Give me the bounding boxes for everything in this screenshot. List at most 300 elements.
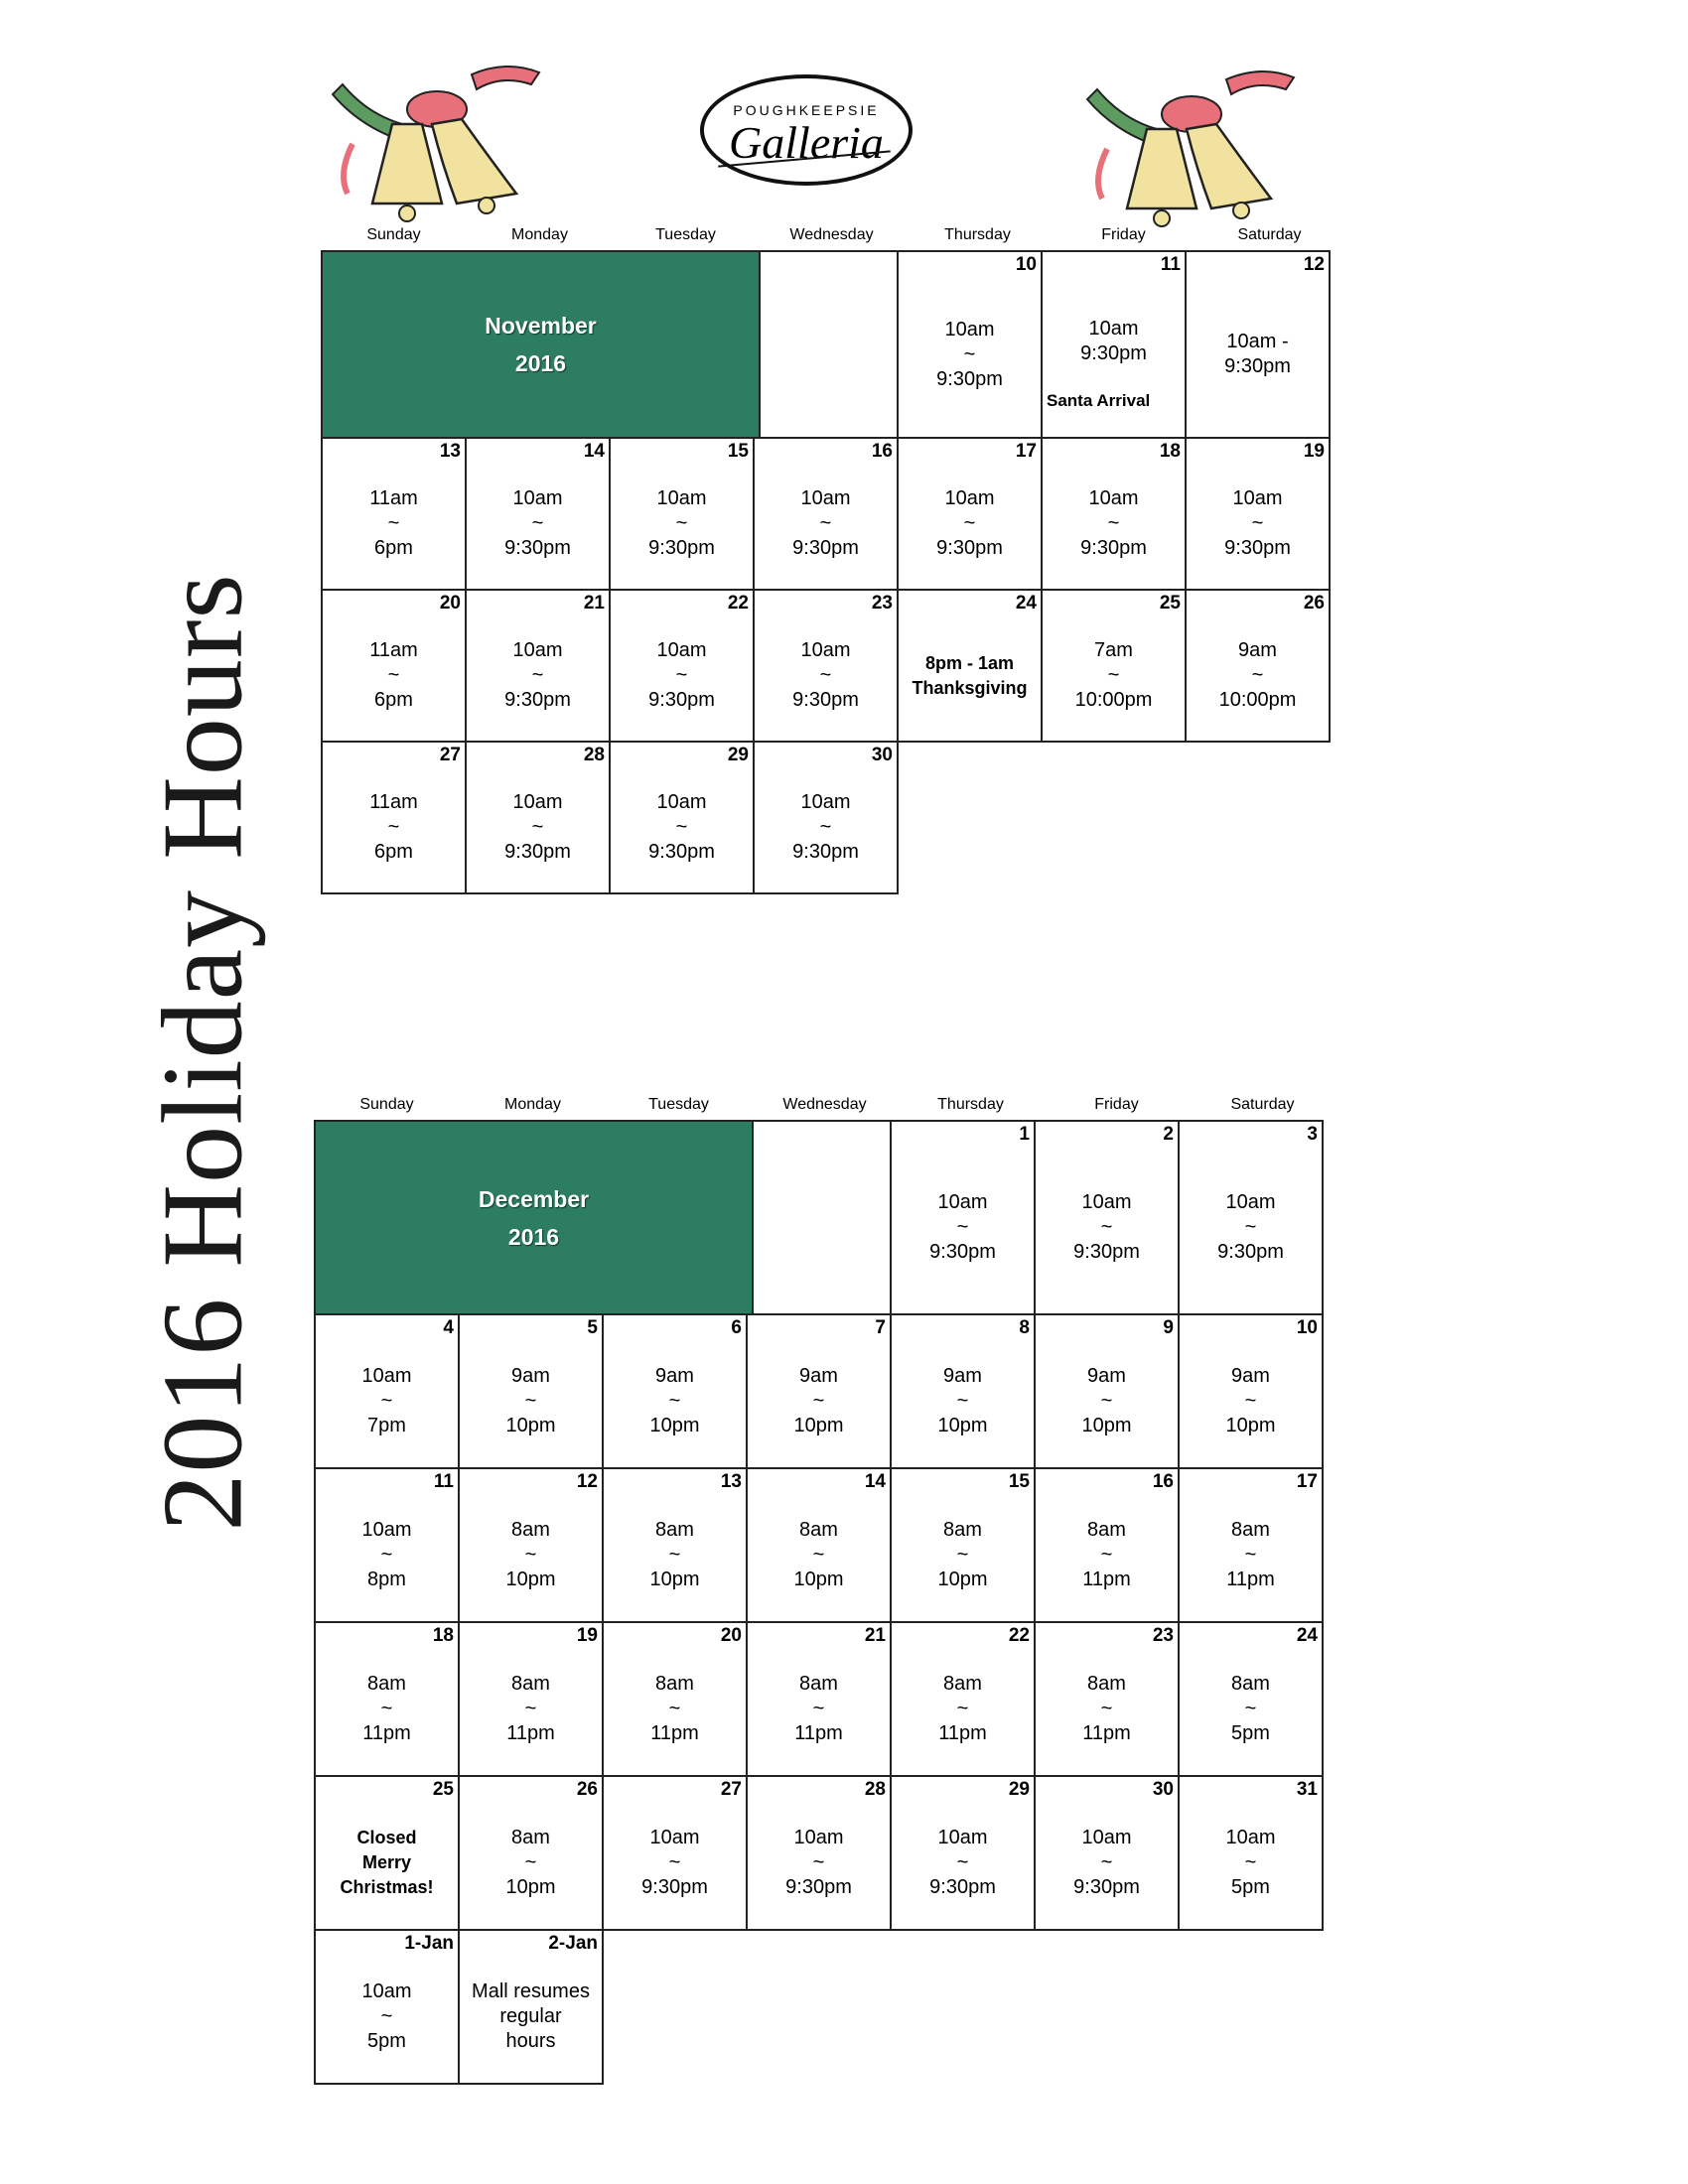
empty-day-cell (752, 1120, 898, 1315)
hours-text (748, 1826, 890, 1900)
hours-line: ~ (380, 1390, 393, 1412)
hours-line: 9:30pm (648, 841, 715, 863)
hours-line: 8am (511, 1519, 550, 1541)
hours-line: 8pm (367, 1569, 406, 1590)
hours-text (460, 1518, 602, 1592)
day-cell (602, 1621, 748, 1777)
hours-line: 9:30pm (504, 689, 571, 711)
day-number: 20 (439, 593, 461, 614)
hours-line: 8am (511, 1673, 550, 1695)
day-cell (314, 1467, 460, 1623)
hours-line: 10pm (1225, 1415, 1276, 1436)
day-number: 29 (1008, 1779, 1030, 1800)
hours-text (316, 1364, 458, 1438)
hours-line: 11pm (794, 1722, 843, 1744)
weekday-header: Sunday (359, 1096, 414, 1113)
hours-line: 10am (937, 1191, 988, 1213)
hours-line: 10pm (793, 1569, 844, 1590)
day-cell (458, 1621, 604, 1777)
hours-line: ~ (819, 664, 832, 686)
hours-line: 10am (656, 639, 707, 661)
hours-line: 9:30pm (648, 537, 715, 559)
hours-line: 5pm (367, 2030, 406, 2052)
hours-text (1043, 638, 1185, 713)
day-cell (602, 1313, 748, 1469)
weekday-header: Monday (511, 226, 568, 243)
hours-line: ~ (1100, 1216, 1113, 1238)
hours-text (755, 638, 897, 713)
day-number: 22 (727, 593, 749, 614)
hours-line: ~ (1244, 1851, 1257, 1873)
day-cell (465, 437, 611, 591)
day-number: 1 (1019, 1124, 1030, 1145)
day-cell (1041, 250, 1187, 439)
hours-line: 10am (800, 487, 851, 509)
day-cell (458, 1929, 604, 2085)
hours-line: 11pm (506, 1722, 555, 1744)
day-number: 24 (1015, 593, 1037, 614)
hours-line: Merry (361, 1852, 412, 1872)
hours-line: 10am (656, 791, 707, 813)
hours-line: 9:30pm (1224, 537, 1291, 559)
month-year: 2016 (507, 1223, 560, 1250)
hours-text (748, 1518, 890, 1592)
day-cell (321, 741, 467, 894)
hours-line: 9am (799, 1365, 838, 1387)
hours-text (611, 638, 753, 713)
hours-text (316, 1979, 458, 2054)
hours-line: ~ (1251, 664, 1264, 686)
hours-line: 10am - (1226, 331, 1289, 352)
day-number: 20 (720, 1625, 742, 1646)
hours-line: 10am (1088, 487, 1139, 509)
hours-line: ~ (1244, 1544, 1257, 1566)
day-number: 11 (1160, 254, 1181, 275)
page-title: 2016 Holiday Hours (139, 573, 267, 1532)
hours-line: 10am (656, 487, 707, 509)
day-number: 11 (433, 1471, 454, 1492)
hours-line: 7am (1094, 639, 1133, 661)
day-cell (321, 437, 467, 591)
hours-text (1180, 1190, 1322, 1265)
day-number: 10 (1015, 254, 1037, 275)
hours-line: ~ (1100, 1390, 1113, 1412)
hours-line: ~ (1244, 1216, 1257, 1238)
hours-line: 9am (943, 1365, 982, 1387)
month-banner (314, 1120, 754, 1315)
hours-line: 10pm (505, 1876, 556, 1898)
hours-line: 11pm (1226, 1569, 1275, 1590)
hours-line: 9:30pm (792, 689, 859, 711)
hours-text (755, 790, 897, 865)
hours-line: 8am (511, 1827, 550, 1848)
hours-text (604, 1364, 746, 1438)
hours-line: 10am (361, 1365, 412, 1387)
day-cell (1178, 1467, 1324, 1623)
hours-line: 7pm (367, 1415, 406, 1436)
month-year: 2016 (514, 350, 567, 376)
day-number: 13 (439, 441, 461, 462)
hours-line: 9:30pm (504, 841, 571, 863)
hours-line: Thanksgiving (912, 677, 1028, 698)
hours-line: 5pm (1231, 1722, 1270, 1744)
day-number: 17 (1015, 441, 1037, 462)
weekday-header: Wednesday (789, 226, 874, 243)
logo-top-text: POUGHKEEPSIE (733, 102, 880, 118)
hours-line: 10am (1225, 1827, 1276, 1848)
hours-line: ~ (387, 816, 400, 838)
hours-line: 9:30pm (1224, 355, 1291, 377)
day-number: 25 (1159, 593, 1181, 614)
hours-line: 10am (944, 318, 995, 341)
weekday-header: Thursday (937, 1096, 1004, 1113)
hours-line: 10pm (505, 1415, 556, 1436)
galleria-logo (700, 74, 913, 186)
day-cell (458, 1313, 604, 1469)
day-number: 8 (1019, 1317, 1030, 1338)
day-cell (609, 741, 755, 894)
hours-line: ~ (819, 512, 832, 534)
day-number: 23 (871, 593, 893, 614)
hours-line: 8am (655, 1673, 694, 1695)
day-cell (1034, 1120, 1180, 1315)
hours-text (323, 790, 465, 865)
hours-line: 8am (1087, 1519, 1126, 1541)
day-number: 16 (1152, 1471, 1174, 1492)
day-number: 27 (439, 745, 461, 765)
hours-line: 8am (1231, 1673, 1270, 1695)
hours-line: 10pm (649, 1415, 700, 1436)
hours-text (892, 1364, 1034, 1438)
hours-text (316, 1672, 458, 1746)
day-cell (609, 589, 755, 743)
hours-text (1180, 1364, 1322, 1438)
day-cell (1034, 1313, 1180, 1469)
hours-text (611, 790, 753, 865)
day-cell (890, 1775, 1036, 1931)
hours-line: 10am (1232, 487, 1283, 509)
hours-text (460, 1826, 602, 1900)
day-cell (890, 1621, 1036, 1777)
day-cell (890, 1313, 1036, 1469)
hours-line: ~ (963, 512, 976, 534)
hours-text (1036, 1364, 1178, 1438)
day-cell (1178, 1313, 1324, 1469)
day-cell (746, 1775, 892, 1931)
hours-text (467, 638, 609, 713)
day-number: 4 (443, 1317, 454, 1338)
hours-line: 10am (1081, 1827, 1132, 1848)
hours-text (1187, 486, 1329, 561)
hours-text (323, 638, 465, 713)
hours-line: regular (499, 2005, 562, 2027)
day-number: 6 (731, 1317, 742, 1338)
weekday-header: Sunday (366, 226, 421, 243)
day-cell (746, 1621, 892, 1777)
hours-line: Christmas! (340, 1877, 434, 1897)
day-cell (314, 1775, 460, 1931)
hours-line: 9am (511, 1365, 550, 1387)
day-cell (465, 741, 611, 894)
hours-line: ~ (675, 512, 688, 534)
day-cell (890, 1120, 1036, 1315)
hours-text (323, 486, 465, 561)
day-number: 14 (864, 1471, 886, 1492)
hours-line: ~ (812, 1851, 825, 1873)
day-number: 14 (583, 441, 605, 462)
day-number: 9 (1163, 1317, 1174, 1338)
hours-line: 10am (649, 1827, 700, 1848)
day-number: 29 (727, 745, 749, 765)
hours-text (1036, 1826, 1178, 1900)
hours-line: ~ (956, 1851, 969, 1873)
hours-line: 9:30pm (504, 537, 571, 559)
hours-line: 8am (943, 1519, 982, 1541)
hours-line: 10am (793, 1827, 844, 1848)
hours-text (604, 1518, 746, 1592)
weekday-header: Thursday (944, 226, 1011, 243)
hours-line: 9:30pm (936, 367, 1003, 390)
hours-line: ~ (1107, 664, 1120, 686)
hours-line: 9:30pm (1217, 1241, 1284, 1263)
weekday-header: Tuesday (648, 1096, 709, 1113)
weekday-header: Saturday (1230, 1096, 1295, 1113)
hours-line: 9am (655, 1365, 694, 1387)
hours-text (1036, 1518, 1178, 1592)
day-cell (1034, 1775, 1180, 1931)
day-cell (1041, 589, 1187, 743)
hours-line: 9:30pm (792, 841, 859, 863)
hours-line: 6pm (374, 689, 413, 711)
hours-text (899, 486, 1041, 561)
day-cell (753, 437, 899, 591)
hours-line: ~ (956, 1216, 969, 1238)
hours-line: 11pm (1082, 1569, 1131, 1590)
hours-line: 10pm (937, 1569, 988, 1590)
hours-line: ~ (524, 1698, 537, 1719)
weekday-header: Friday (1094, 1096, 1139, 1113)
hours-line: 9:30pm (792, 537, 859, 559)
hours-line: Mall resumes (472, 1980, 590, 2002)
hours-line: 11pm (1082, 1722, 1131, 1744)
hours-text (1180, 1672, 1322, 1746)
day-number: 22 (1008, 1625, 1030, 1646)
day-cell (314, 1929, 460, 2085)
hours-line: 10am (361, 1980, 412, 2002)
day-number: 21 (583, 593, 605, 614)
day-cell (753, 741, 899, 894)
day-cell (746, 1313, 892, 1469)
hours-line: ~ (668, 1698, 681, 1719)
hours-line: ~ (675, 816, 688, 838)
day-cell (1178, 1120, 1324, 1315)
day-cell (321, 589, 467, 743)
hours-line: ~ (956, 1390, 969, 1412)
day-number: 16 (871, 441, 893, 462)
hours-line: 10am (512, 487, 563, 509)
hours-text (1036, 1190, 1178, 1265)
hours-text (1187, 638, 1329, 713)
day-number: 7 (875, 1317, 886, 1338)
weekday-header: Monday (504, 1096, 561, 1113)
hours-line: ~ (956, 1698, 969, 1719)
hours-line: 10:00pm (1218, 689, 1297, 711)
month-name: December (478, 1185, 590, 1212)
day-number: 21 (864, 1625, 886, 1646)
day-cell (602, 1467, 748, 1623)
bells-icon (1077, 60, 1296, 228)
day-cell (1041, 437, 1187, 591)
logo-script-text: Galleria (729, 117, 884, 168)
hours-line: 10pm (793, 1415, 844, 1436)
day-number: 17 (1296, 1471, 1318, 1492)
hours-text (611, 486, 753, 561)
hours-line: ~ (812, 1698, 825, 1719)
hours-line: hours (505, 2030, 556, 2052)
hours-line: 6pm (374, 841, 413, 863)
day-number: 3 (1307, 1124, 1318, 1145)
day-number: 26 (576, 1779, 598, 1800)
hours-line: 8am (1087, 1673, 1126, 1695)
event-note: Santa Arrival (1047, 391, 1151, 410)
hours-line: 9:30pm (1080, 342, 1147, 364)
hours-text (1043, 486, 1185, 561)
hours-line: ~ (668, 1851, 681, 1873)
hours-line: 11am (369, 791, 418, 813)
hours-line: 9:30pm (1073, 1876, 1140, 1898)
hours-text (748, 1672, 890, 1746)
hours-line: 8am (1231, 1519, 1270, 1541)
hours-line: 11pm (938, 1722, 987, 1744)
hours-line: ~ (380, 1698, 393, 1719)
hours-text (1036, 1672, 1178, 1746)
hours-line: 10pm (649, 1569, 700, 1590)
hours-text (755, 486, 897, 561)
hours-line: ~ (812, 1544, 825, 1566)
hours-text (460, 1364, 602, 1438)
day-number: 1-Jan (404, 1933, 454, 1954)
hours-line: 10pm (505, 1569, 556, 1590)
day-number: 30 (1152, 1779, 1174, 1800)
hours-line: ~ (1107, 512, 1120, 534)
hours-line: 5pm (1231, 1876, 1270, 1898)
day-number: 19 (1303, 441, 1325, 462)
hours-text (460, 1672, 602, 1746)
hours-line: 10am (1088, 318, 1139, 340)
day-cell (1178, 1621, 1324, 1777)
hours-line: 10:00pm (1074, 689, 1153, 711)
hours-line: 9:30pm (641, 1876, 708, 1898)
hours-text (1043, 317, 1185, 366)
day-number: 31 (1296, 1779, 1318, 1800)
hours-text (1180, 1826, 1322, 1900)
hours-line: 9:30pm (648, 689, 715, 711)
hours-line: 10am (800, 639, 851, 661)
hours-line: ~ (1244, 1698, 1257, 1719)
hours-line: 8am (799, 1673, 838, 1695)
hours-line: 9:30pm (1073, 1241, 1140, 1263)
hours-line: 10am (800, 791, 851, 813)
day-number: 25 (432, 1779, 454, 1800)
hours-line: Closed (356, 1828, 417, 1847)
hours-line: ~ (524, 1390, 537, 1412)
day-number: 26 (1303, 593, 1325, 614)
hours-line: 9am (1087, 1365, 1126, 1387)
hours-text (604, 1826, 746, 1900)
hours-line: ~ (1100, 1544, 1113, 1566)
hours-line: 10am (361, 1519, 412, 1541)
day-number: 23 (1152, 1625, 1174, 1646)
hours-line: 9:30pm (929, 1876, 996, 1898)
day-number: 27 (720, 1779, 742, 1800)
hours-text (467, 486, 609, 561)
hours-line: 9:30pm (936, 537, 1003, 559)
day-cell (314, 1621, 460, 1777)
hours-text (892, 1672, 1034, 1746)
hours-text (316, 1518, 458, 1592)
hours-line: ~ (524, 1544, 537, 1566)
hours-line: ~ (956, 1544, 969, 1566)
day-cell (314, 1313, 460, 1469)
day-cell (609, 437, 755, 591)
day-number: 30 (871, 745, 893, 765)
day-cell (1185, 437, 1331, 591)
weekday-header: Wednesday (782, 1096, 867, 1113)
hours-line: 8am (943, 1673, 982, 1695)
day-number: 12 (576, 1471, 598, 1492)
empty-day-cell (759, 250, 905, 439)
day-number: 13 (720, 1471, 742, 1492)
hours-line: ~ (675, 664, 688, 686)
day-cell (746, 1467, 892, 1623)
day-number: 5 (587, 1317, 598, 1338)
hours-text (892, 1190, 1034, 1265)
day-cell (897, 437, 1043, 591)
hours-line: 9:30pm (785, 1876, 852, 1898)
hours-line: 8am (367, 1673, 406, 1695)
month-name: November (485, 313, 597, 339)
day-cell (897, 589, 1043, 743)
hours-line: ~ (668, 1390, 681, 1412)
day-number: 18 (1159, 441, 1181, 462)
hours-line: ~ (380, 1544, 393, 1566)
hours-line: ~ (1100, 1698, 1113, 1719)
day-number: 18 (432, 1625, 454, 1646)
hours-text (899, 651, 1041, 701)
hours-line: 11am (369, 639, 418, 661)
day-cell (897, 250, 1043, 439)
day-cell (458, 1775, 604, 1931)
day-number: 19 (576, 1625, 598, 1646)
hours-text (892, 1826, 1034, 1900)
hours-text (899, 318, 1041, 392)
hours-line: ~ (812, 1390, 825, 1412)
hours-line: 8pm - 1am (924, 652, 1015, 673)
hours-line: ~ (387, 664, 400, 686)
day-cell (1034, 1621, 1180, 1777)
hours-line: ~ (531, 664, 544, 686)
hours-text (1180, 1518, 1322, 1592)
month-banner (321, 250, 761, 439)
day-number: 2 (1163, 1124, 1174, 1145)
hours-line: 10pm (937, 1415, 988, 1436)
hours-line: ~ (524, 1851, 537, 1873)
hours-line: 8am (799, 1519, 838, 1541)
day-number: 28 (583, 745, 605, 765)
hours-text (892, 1518, 1034, 1592)
day-cell (1185, 250, 1331, 439)
hours-line: 6pm (374, 537, 413, 559)
